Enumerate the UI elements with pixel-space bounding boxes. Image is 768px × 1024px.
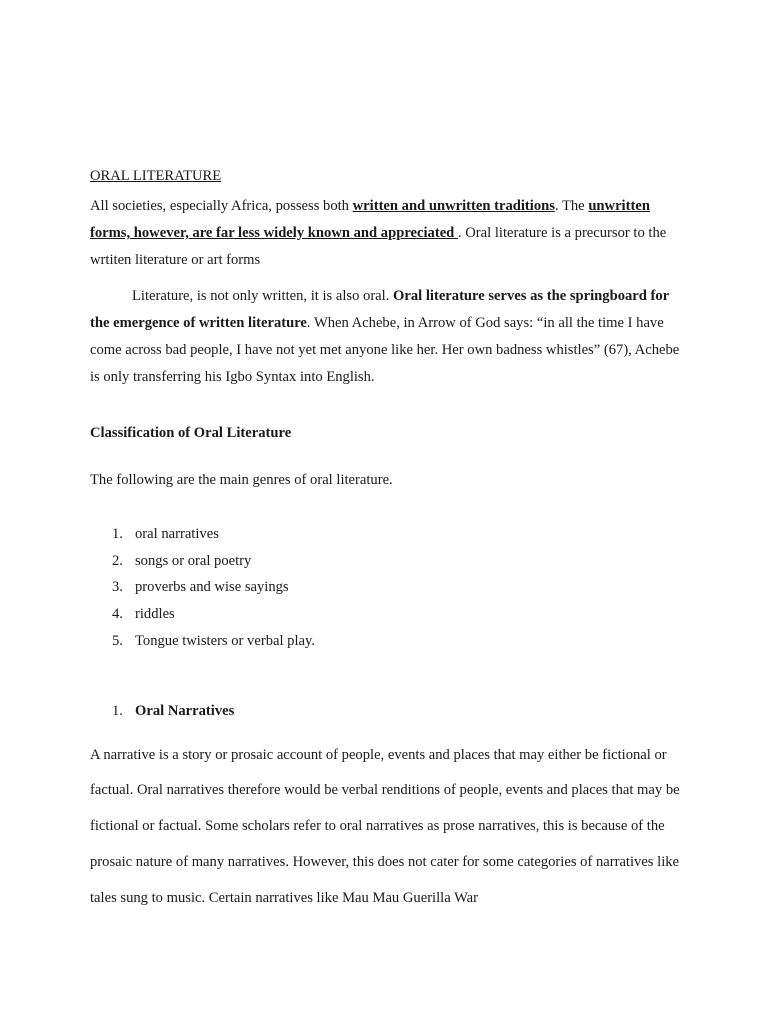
narrative-paragraph: A narrative is a story or prosaic account of people, events and places that may either be fictional or factual. Oral narratives therefore would be verbal renditions of people, events and places that may be fictional or factual. Some scholars refer to oral narratives as prose narratives, this is because of the prosaic nature of many narratives. However, this does not cater for some categories of narratives like tales sung to music. Certain narratives like Mau Mau Guerilla War [90, 746, 680, 906]
list-number: 5. [112, 632, 123, 649]
list-item-label: Tongue twisters or verbal play. [135, 632, 315, 649]
genres-intro: The following are the main genres of oral literature. [90, 472, 393, 488]
intro-text-1: All societies, especially Africa, possess both [90, 198, 353, 214]
achebe-emphasis: Oral literature serves as the springboard for the emergence of written literature [90, 288, 669, 331]
list-item-label: songs or oral poetry [135, 552, 252, 569]
list-item [90, 601, 680, 628]
list-number: 2. [112, 552, 123, 569]
list-item [90, 521, 680, 548]
intro-text-2: . The [554, 198, 589, 214]
achebe-paragraph [90, 283, 680, 391]
list-item-label: riddles [135, 606, 175, 623]
classification-heading: Classification of Oral Literature [90, 425, 292, 441]
intro-text-3: . Oral literature is a precursor to the wrtiten literature or art forms [90, 225, 667, 268]
list-item [90, 574, 680, 601]
achebe-text-1: Literature, is not only written, it is also oral. [132, 288, 394, 304]
intro-paragraph [90, 193, 680, 274]
achebe-text-2: . When Achebe, in Arrow of God says: “in all the time I have come across bad people, I have not yet met anyone like her. Her own badness whistles” (67), Achebe is only transferring his Igbo Syntax into English. [90, 315, 680, 385]
genres-list [90, 521, 680, 655]
list-number: 4. [112, 606, 123, 623]
list-item-label: oral narratives [135, 526, 219, 542]
list-number: 1. [112, 526, 123, 542]
intro-emphasis-2: unwritten forms, however, are far less widely known and appreciated [90, 198, 650, 241]
document-body [90, 166, 680, 917]
section-number: 1. [112, 702, 123, 719]
list-number: 3. [112, 579, 123, 596]
list-item-label: proverbs and wise sayings [135, 579, 289, 596]
document-title: ORAL LITERATURE [90, 168, 222, 184]
list-item [90, 628, 680, 655]
section-heading-oral-narratives [90, 701, 680, 721]
list-item [90, 548, 680, 575]
section-title: Oral Narratives [135, 702, 235, 719]
intro-emphasis-1: written and unwritten traditions [352, 198, 555, 214]
